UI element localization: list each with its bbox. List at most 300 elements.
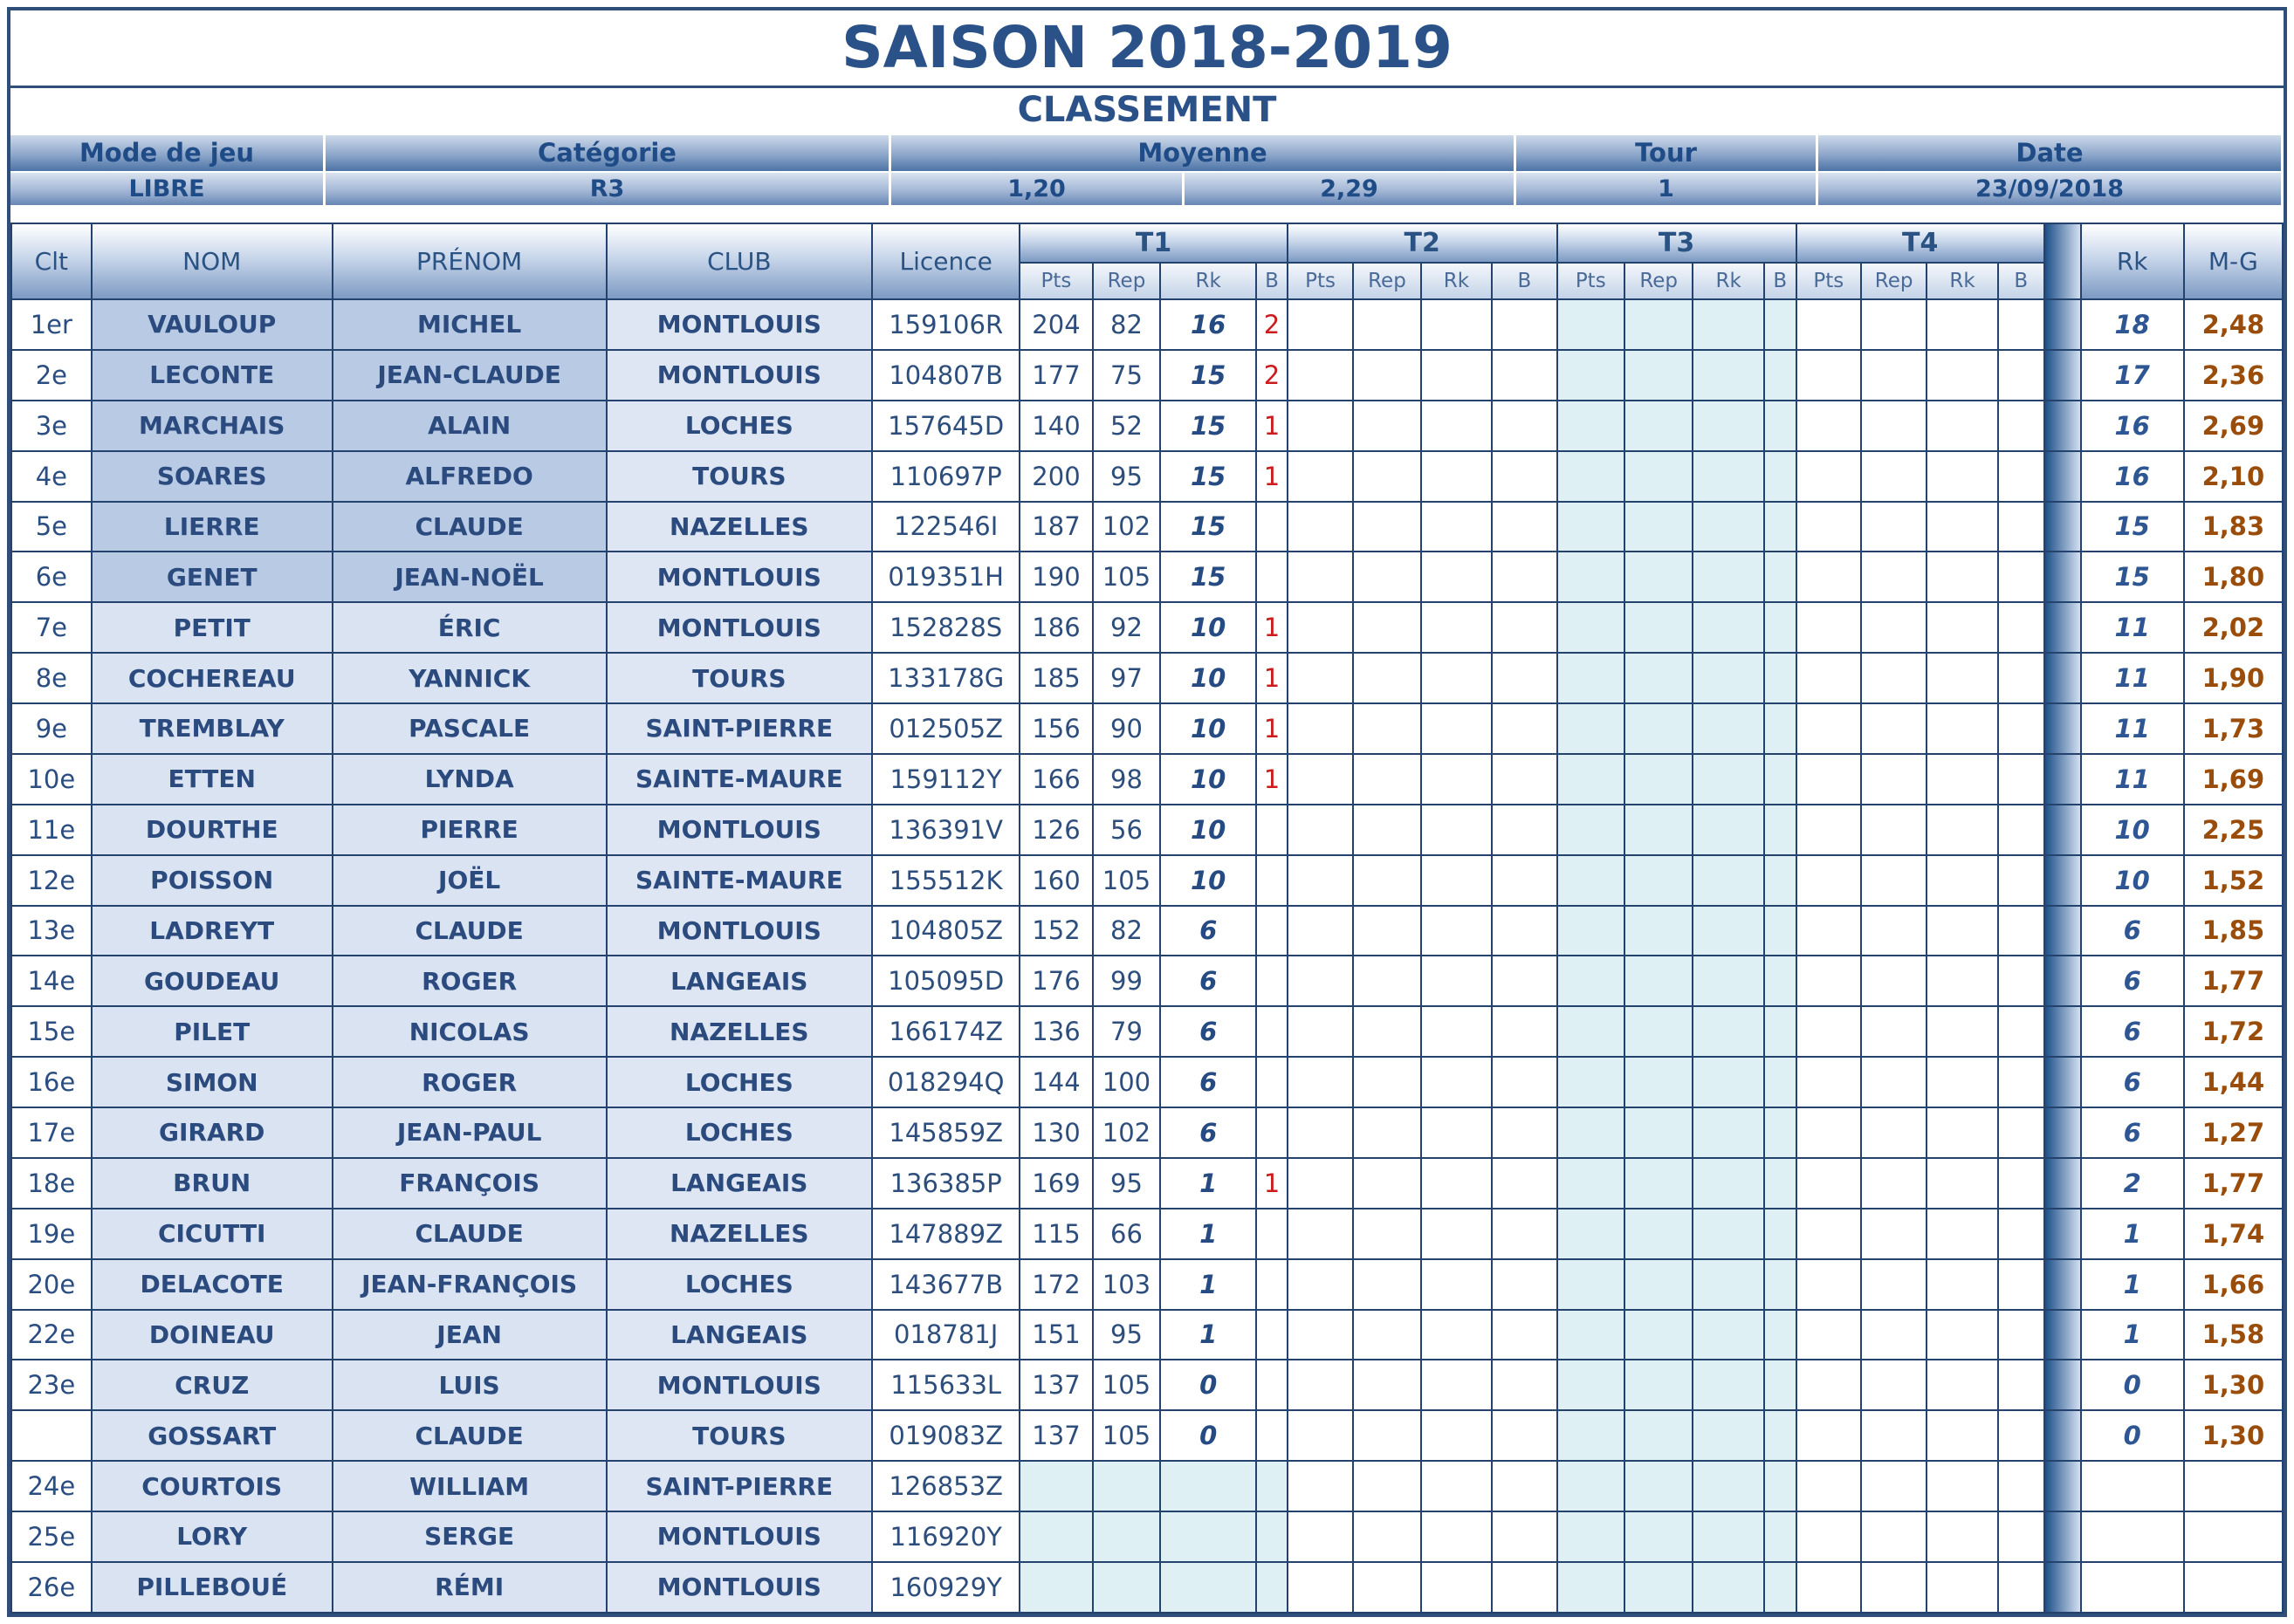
empty-round-cell bbox=[1764, 1107, 1796, 1158]
mode-label: Mode de jeu bbox=[10, 135, 326, 171]
t1-rep-cell bbox=[1093, 1461, 1160, 1511]
empty-round-cell bbox=[1927, 1461, 1997, 1511]
licence-cell: 116920Y bbox=[872, 1511, 1020, 1562]
table-row bbox=[11, 1158, 2283, 1209]
column-gap bbox=[2044, 1562, 2081, 1613]
empty-round-cell bbox=[1288, 754, 1353, 805]
t1-pts-cell: 137 bbox=[1020, 1360, 1093, 1410]
club-cell: MONTLOUIS bbox=[607, 602, 873, 653]
column-gap bbox=[2044, 703, 2081, 754]
club-cell: LOCHES bbox=[607, 1259, 873, 1310]
empty-round-cell bbox=[1927, 451, 1997, 502]
t1-rep-cell: 79 bbox=[1093, 1006, 1160, 1057]
empty-round-cell bbox=[1353, 401, 1420, 451]
empty-round-cell bbox=[1492, 1107, 1556, 1158]
t1-rep-cell: 52 bbox=[1093, 401, 1160, 451]
empty-round-cell bbox=[1492, 602, 1556, 653]
t1-rk-cell bbox=[1160, 1562, 1256, 1613]
rank-cell: 22e bbox=[11, 1310, 92, 1360]
table-row bbox=[11, 1461, 2283, 1511]
table-row bbox=[11, 602, 2283, 653]
empty-round-cell bbox=[1557, 754, 1624, 805]
t1-rk-cell: 15 bbox=[1160, 502, 1256, 552]
empty-round-cell bbox=[1353, 1057, 1420, 1107]
empty-round-cell bbox=[1353, 552, 1420, 602]
empty-round-cell bbox=[1998, 451, 2044, 502]
empty-round-cell bbox=[1764, 1410, 1796, 1461]
t1-b-cell bbox=[1256, 1259, 1288, 1310]
empty-round-cell bbox=[1764, 1562, 1796, 1613]
empty-round-cell bbox=[1492, 1511, 1556, 1562]
empty-round-cell bbox=[1861, 1259, 1927, 1310]
t1-b-cell bbox=[1256, 1410, 1288, 1461]
empty-round-cell bbox=[1861, 350, 1927, 401]
club-cell: NAZELLES bbox=[607, 502, 873, 552]
empty-round-cell bbox=[1764, 401, 1796, 451]
t1-pts-cell: 166 bbox=[1020, 754, 1093, 805]
rank-cell: 2e bbox=[11, 350, 92, 401]
mg-cell: 2,02 bbox=[2184, 602, 2283, 653]
empty-round-cell bbox=[1288, 1410, 1353, 1461]
empty-round-cell bbox=[1927, 1006, 1997, 1057]
table-row bbox=[11, 805, 2283, 855]
empty-round-cell bbox=[1764, 855, 1796, 906]
column-gap bbox=[2044, 223, 2081, 299]
column-gap bbox=[2044, 451, 2081, 502]
name-cell: LIERRE bbox=[92, 502, 333, 552]
empty-round-cell bbox=[1421, 1057, 1492, 1107]
name-cell: DOURTHE bbox=[92, 805, 333, 855]
empty-round-cell bbox=[1624, 1158, 1693, 1209]
t1-pts-cell: 187 bbox=[1020, 502, 1093, 552]
empty-round-cell bbox=[1764, 1310, 1796, 1360]
table-row bbox=[11, 855, 2283, 906]
t1-pts-cell: 151 bbox=[1020, 1310, 1093, 1360]
t1-pts-cell: 200 bbox=[1020, 451, 1093, 502]
empty-round-cell bbox=[1353, 805, 1420, 855]
average-label: Moyenne bbox=[891, 135, 1516, 171]
empty-round-cell bbox=[1861, 1360, 1927, 1410]
table-row bbox=[11, 1259, 2283, 1310]
t1-rep-cell: 95 bbox=[1093, 1158, 1160, 1209]
name-cell: PILET bbox=[92, 1006, 333, 1057]
empty-round-cell bbox=[1796, 956, 1861, 1006]
empty-round-cell bbox=[1796, 1562, 1861, 1613]
empty-round-cell bbox=[1998, 299, 2044, 350]
t1-pts-cell bbox=[1020, 1562, 1093, 1613]
empty-round-cell bbox=[1288, 906, 1353, 956]
total-rk-cell: 10 bbox=[2081, 805, 2184, 855]
mg-cell: 2,36 bbox=[2184, 350, 2283, 401]
total-rk-cell: 16 bbox=[2081, 401, 2184, 451]
mg-cell: 1,80 bbox=[2184, 552, 2283, 602]
empty-round-cell bbox=[1998, 1410, 2044, 1461]
t1-b-cell bbox=[1256, 1511, 1288, 1562]
t1-rep-cell: 105 bbox=[1093, 855, 1160, 906]
empty-round-cell bbox=[1796, 1158, 1861, 1209]
name-cell: LADREYT bbox=[92, 906, 333, 956]
empty-round-cell bbox=[1693, 855, 1763, 906]
col-licence: Licence bbox=[872, 223, 1020, 299]
mg-cell bbox=[2184, 1562, 2283, 1613]
empty-round-cell bbox=[1421, 350, 1492, 401]
ranking-sheet bbox=[7, 7, 2287, 1617]
empty-round-cell bbox=[1693, 1461, 1763, 1511]
t1-b-cell: 1 bbox=[1256, 401, 1288, 451]
total-rk-cell: 1 bbox=[2081, 1259, 2184, 1310]
empty-round-cell bbox=[1353, 502, 1420, 552]
total-rk-cell: 15 bbox=[2081, 502, 2184, 552]
empty-round-cell bbox=[1861, 653, 1927, 703]
col-total-rk: Rk bbox=[2081, 223, 2184, 299]
column-gap bbox=[2044, 401, 2081, 451]
empty-round-cell bbox=[1624, 1209, 1693, 1259]
empty-round-cell bbox=[1693, 1259, 1763, 1310]
empty-round-cell bbox=[1796, 703, 1861, 754]
t1-pts-cell: 204 bbox=[1020, 299, 1093, 350]
empty-round-cell bbox=[1421, 1461, 1492, 1511]
total-rk-cell: 11 bbox=[2081, 653, 2184, 703]
rank-cell: 7e bbox=[11, 602, 92, 653]
t1-rep-cell: 90 bbox=[1093, 703, 1160, 754]
empty-round-cell bbox=[1693, 956, 1763, 1006]
t1-rep-cell: 56 bbox=[1093, 805, 1160, 855]
mg-cell: 1,44 bbox=[2184, 1057, 2283, 1107]
t1-rk-cell bbox=[1160, 1461, 1256, 1511]
empty-round-cell bbox=[1421, 1310, 1492, 1360]
table-row bbox=[11, 906, 2283, 956]
t1-pts-cell: 185 bbox=[1020, 653, 1093, 703]
empty-round-cell bbox=[1861, 1410, 1927, 1461]
rank-cell: 14e bbox=[11, 956, 92, 1006]
empty-round-cell bbox=[1288, 451, 1353, 502]
empty-round-cell bbox=[1624, 1562, 1693, 1613]
club-cell: MONTLOUIS bbox=[607, 1360, 873, 1410]
t1-rep-cell: 102 bbox=[1093, 1107, 1160, 1158]
empty-round-cell bbox=[1421, 1006, 1492, 1057]
empty-round-cell bbox=[1624, 805, 1693, 855]
column-gap bbox=[2044, 1209, 2081, 1259]
rank-cell: 5e bbox=[11, 502, 92, 552]
empty-round-cell bbox=[1861, 1511, 1927, 1562]
name-cell: DELACOTE bbox=[92, 1259, 333, 1310]
tour-label: Tour bbox=[1516, 135, 1818, 171]
empty-round-cell bbox=[1764, 602, 1796, 653]
licence-cell: 126853Z bbox=[872, 1461, 1020, 1511]
empty-round-cell bbox=[1861, 401, 1927, 451]
average-max-value: 2,29 bbox=[1185, 173, 1516, 205]
t1-rep-cell: 75 bbox=[1093, 350, 1160, 401]
empty-round-cell bbox=[1492, 1158, 1556, 1209]
empty-round-cell bbox=[1861, 703, 1927, 754]
club-cell: TOURS bbox=[607, 653, 873, 703]
empty-round-cell bbox=[1421, 1107, 1492, 1158]
empty-round-cell bbox=[1421, 1410, 1492, 1461]
table-row bbox=[11, 451, 2283, 502]
empty-round-cell bbox=[1861, 754, 1927, 805]
empty-round-cell bbox=[1288, 805, 1353, 855]
empty-round-cell bbox=[1557, 855, 1624, 906]
table-row bbox=[11, 401, 2283, 451]
club-cell: LOCHES bbox=[607, 401, 873, 451]
column-gap bbox=[2044, 1360, 2081, 1410]
t1-rk-cell: 15 bbox=[1160, 350, 1256, 401]
empty-round-cell bbox=[1353, 1562, 1420, 1613]
ranking-table bbox=[10, 223, 2284, 1614]
empty-round-cell bbox=[1861, 1006, 1927, 1057]
empty-round-cell bbox=[1492, 956, 1556, 1006]
empty-round-cell bbox=[1927, 653, 1997, 703]
empty-round-cell bbox=[1796, 1360, 1861, 1410]
empty-round-cell bbox=[1796, 1511, 1861, 1562]
empty-round-cell bbox=[1557, 1410, 1624, 1461]
empty-round-cell bbox=[1861, 1107, 1927, 1158]
empty-round-cell bbox=[1353, 1107, 1420, 1158]
firstname-cell: JEAN-FRANÇOIS bbox=[333, 1259, 607, 1310]
mg-cell: 1,72 bbox=[2184, 1006, 2283, 1057]
empty-round-cell bbox=[1421, 805, 1492, 855]
ranking-rows bbox=[11, 299, 2283, 1613]
total-rk-cell: 6 bbox=[2081, 1006, 2184, 1057]
col-t4-rep: Rep bbox=[1861, 263, 1927, 299]
empty-round-cell bbox=[1796, 1259, 1861, 1310]
empty-round-cell bbox=[1624, 451, 1693, 502]
firstname-cell: JOËL bbox=[333, 855, 607, 906]
empty-round-cell bbox=[1492, 1259, 1556, 1310]
firstname-cell: SERGE bbox=[333, 1511, 607, 1562]
licence-cell: 110697P bbox=[872, 451, 1020, 502]
col-nom: NOM bbox=[92, 223, 333, 299]
empty-round-cell bbox=[1861, 1158, 1927, 1209]
name-cell: PETIT bbox=[92, 602, 333, 653]
t1-pts-cell: 152 bbox=[1020, 906, 1093, 956]
empty-round-cell bbox=[1288, 1310, 1353, 1360]
mg-cell: 1,73 bbox=[2184, 703, 2283, 754]
empty-round-cell bbox=[1557, 1360, 1624, 1410]
t1-rk-cell: 1 bbox=[1160, 1209, 1256, 1259]
t1-rk-cell: 1 bbox=[1160, 1310, 1256, 1360]
empty-round-cell bbox=[1557, 602, 1624, 653]
name-cell: SIMON bbox=[92, 1057, 333, 1107]
empty-round-cell bbox=[1288, 1209, 1353, 1259]
t1-rep-cell: 82 bbox=[1093, 906, 1160, 956]
rank-cell: 1er bbox=[11, 299, 92, 350]
date-label: Date bbox=[1818, 135, 2284, 171]
name-cell: LORY bbox=[92, 1511, 333, 1562]
t1-rep-cell bbox=[1093, 1562, 1160, 1613]
col-t3-rk: Rk bbox=[1693, 263, 1763, 299]
empty-round-cell bbox=[1288, 1006, 1353, 1057]
rank-cell: 11e bbox=[11, 805, 92, 855]
rank-cell: 15e bbox=[11, 1006, 92, 1057]
empty-round-cell bbox=[1693, 754, 1763, 805]
col-t1-rk: Rk bbox=[1160, 263, 1256, 299]
column-gap bbox=[2044, 299, 2081, 350]
t1-pts-cell: 176 bbox=[1020, 956, 1093, 1006]
empty-round-cell bbox=[1693, 906, 1763, 956]
empty-round-cell bbox=[1796, 1310, 1861, 1360]
info-labels-row bbox=[10, 135, 2284, 171]
firstname-cell: CLAUDE bbox=[333, 906, 607, 956]
empty-round-cell bbox=[1693, 1511, 1763, 1562]
empty-round-cell bbox=[1492, 552, 1556, 602]
empty-round-cell bbox=[1796, 552, 1861, 602]
empty-round-cell bbox=[1353, 754, 1420, 805]
empty-round-cell bbox=[1288, 1057, 1353, 1107]
total-rk-cell: 0 bbox=[2081, 1410, 2184, 1461]
t1-b-cell bbox=[1256, 1006, 1288, 1057]
mg-cell: 2,69 bbox=[2184, 401, 2283, 451]
empty-round-cell bbox=[1796, 1057, 1861, 1107]
t1-rk-cell: 15 bbox=[1160, 451, 1256, 502]
club-cell: LANGEAIS bbox=[607, 1158, 873, 1209]
empty-round-cell bbox=[1796, 805, 1861, 855]
empty-round-cell bbox=[1861, 1562, 1927, 1613]
empty-round-cell bbox=[1492, 805, 1556, 855]
t1-rk-cell: 10 bbox=[1160, 754, 1256, 805]
t1-b-cell bbox=[1256, 1562, 1288, 1613]
t1-pts-cell: 137 bbox=[1020, 1410, 1093, 1461]
total-rk-cell bbox=[2081, 1562, 2184, 1613]
rank-cell: 23e bbox=[11, 1360, 92, 1410]
empty-round-cell bbox=[1624, 401, 1693, 451]
club-cell: NAZELLES bbox=[607, 1006, 873, 1057]
column-gap bbox=[2044, 1006, 2081, 1057]
club-cell: MONTLOUIS bbox=[607, 805, 873, 855]
firstname-cell: JEAN-PAUL bbox=[333, 1107, 607, 1158]
empty-round-cell bbox=[1927, 350, 1997, 401]
column-gap bbox=[2044, 552, 2081, 602]
empty-round-cell bbox=[1927, 805, 1997, 855]
empty-round-cell bbox=[1421, 754, 1492, 805]
name-cell: CRUZ bbox=[92, 1360, 333, 1410]
t1-b-cell: 1 bbox=[1256, 1158, 1288, 1209]
empty-round-cell bbox=[1624, 1511, 1693, 1562]
empty-round-cell bbox=[1927, 1158, 1997, 1209]
empty-round-cell bbox=[1557, 1562, 1624, 1613]
empty-round-cell bbox=[1998, 350, 2044, 401]
empty-round-cell bbox=[1288, 401, 1353, 451]
empty-round-cell bbox=[1492, 1461, 1556, 1511]
total-rk-cell: 11 bbox=[2081, 602, 2184, 653]
empty-round-cell bbox=[1998, 1562, 2044, 1613]
empty-round-cell bbox=[1861, 1057, 1927, 1107]
firstname-cell: NICOLAS bbox=[333, 1006, 607, 1057]
empty-round-cell bbox=[1764, 1511, 1796, 1562]
empty-round-cell bbox=[1796, 502, 1861, 552]
t1-pts-cell: 115 bbox=[1020, 1209, 1093, 1259]
empty-round-cell bbox=[1624, 1107, 1693, 1158]
empty-round-cell bbox=[1557, 502, 1624, 552]
rank-cell: 19e bbox=[11, 1209, 92, 1259]
empty-round-cell bbox=[1288, 1107, 1353, 1158]
col-t1-rep: Rep bbox=[1093, 263, 1160, 299]
empty-round-cell bbox=[1693, 602, 1763, 653]
empty-round-cell bbox=[1693, 401, 1763, 451]
licence-cell: 152828S bbox=[872, 602, 1020, 653]
rank-cell: 20e bbox=[11, 1259, 92, 1310]
empty-round-cell bbox=[1764, 299, 1796, 350]
table-row bbox=[11, 299, 2283, 350]
empty-round-cell bbox=[1693, 653, 1763, 703]
average-min-value: 1,20 bbox=[891, 173, 1185, 205]
t1-rep-cell: 98 bbox=[1093, 754, 1160, 805]
t1-rep-cell: 66 bbox=[1093, 1209, 1160, 1259]
empty-round-cell bbox=[1288, 1511, 1353, 1562]
t1-rk-cell: 1 bbox=[1160, 1259, 1256, 1310]
col-clt: Clt bbox=[11, 223, 92, 299]
name-cell: GIRARD bbox=[92, 1107, 333, 1158]
empty-round-cell bbox=[1288, 1360, 1353, 1410]
empty-round-cell bbox=[1998, 754, 2044, 805]
t1-rk-cell: 10 bbox=[1160, 805, 1256, 855]
table-row bbox=[11, 653, 2283, 703]
mg-cell: 1,74 bbox=[2184, 1209, 2283, 1259]
club-cell: MONTLOUIS bbox=[607, 552, 873, 602]
empty-round-cell bbox=[1288, 956, 1353, 1006]
total-rk-cell: 16 bbox=[2081, 451, 2184, 502]
empty-round-cell bbox=[1288, 855, 1353, 906]
firstname-cell: YANNICK bbox=[333, 653, 607, 703]
club-cell: SAINTE-MAURE bbox=[607, 855, 873, 906]
t1-pts-cell: 172 bbox=[1020, 1259, 1093, 1310]
page-subtitle: CLASSEMENT bbox=[10, 86, 2284, 138]
empty-round-cell bbox=[1796, 906, 1861, 956]
empty-round-cell bbox=[1764, 350, 1796, 401]
t1-rk-cell: 15 bbox=[1160, 401, 1256, 451]
t1-rep-cell: 105 bbox=[1093, 1410, 1160, 1461]
firstname-cell: CLAUDE bbox=[333, 502, 607, 552]
empty-round-cell bbox=[1353, 1461, 1420, 1511]
t1-rep-cell: 99 bbox=[1093, 956, 1160, 1006]
empty-round-cell bbox=[1796, 350, 1861, 401]
column-gap bbox=[2044, 1107, 2081, 1158]
empty-round-cell bbox=[1492, 350, 1556, 401]
empty-round-cell bbox=[1624, 1360, 1693, 1410]
col-t2-b: B bbox=[1492, 263, 1556, 299]
licence-cell: 159112Y bbox=[872, 754, 1020, 805]
empty-round-cell bbox=[1624, 1410, 1693, 1461]
club-cell: NAZELLES bbox=[607, 1209, 873, 1259]
empty-round-cell bbox=[1693, 1410, 1763, 1461]
empty-round-cell bbox=[1421, 1259, 1492, 1310]
t1-rk-cell: 6 bbox=[1160, 1057, 1256, 1107]
t1-b-cell bbox=[1256, 552, 1288, 602]
date-value: 23/09/2018 bbox=[1818, 173, 2284, 205]
name-cell: DOINEAU bbox=[92, 1310, 333, 1360]
table-row bbox=[11, 1511, 2283, 1562]
licence-cell: 018781J bbox=[872, 1310, 1020, 1360]
t1-rep-cell: 95 bbox=[1093, 1310, 1160, 1360]
mg-cell: 2,25 bbox=[2184, 805, 2283, 855]
empty-round-cell bbox=[1624, 956, 1693, 1006]
club-cell: LOCHES bbox=[607, 1057, 873, 1107]
empty-round-cell bbox=[1421, 1209, 1492, 1259]
firstname-cell: CLAUDE bbox=[333, 1209, 607, 1259]
column-gap bbox=[2044, 1511, 2081, 1562]
empty-round-cell bbox=[1796, 1410, 1861, 1461]
empty-round-cell bbox=[1353, 1410, 1420, 1461]
licence-cell: 105095D bbox=[872, 956, 1020, 1006]
licence-cell: 147889Z bbox=[872, 1209, 1020, 1259]
empty-round-cell bbox=[1557, 1057, 1624, 1107]
mg-cell: 1,90 bbox=[2184, 653, 2283, 703]
empty-round-cell bbox=[1288, 703, 1353, 754]
empty-round-cell bbox=[1353, 906, 1420, 956]
col-t3: T3 bbox=[1557, 223, 1796, 263]
empty-round-cell bbox=[1796, 451, 1861, 502]
empty-round-cell bbox=[1861, 451, 1927, 502]
